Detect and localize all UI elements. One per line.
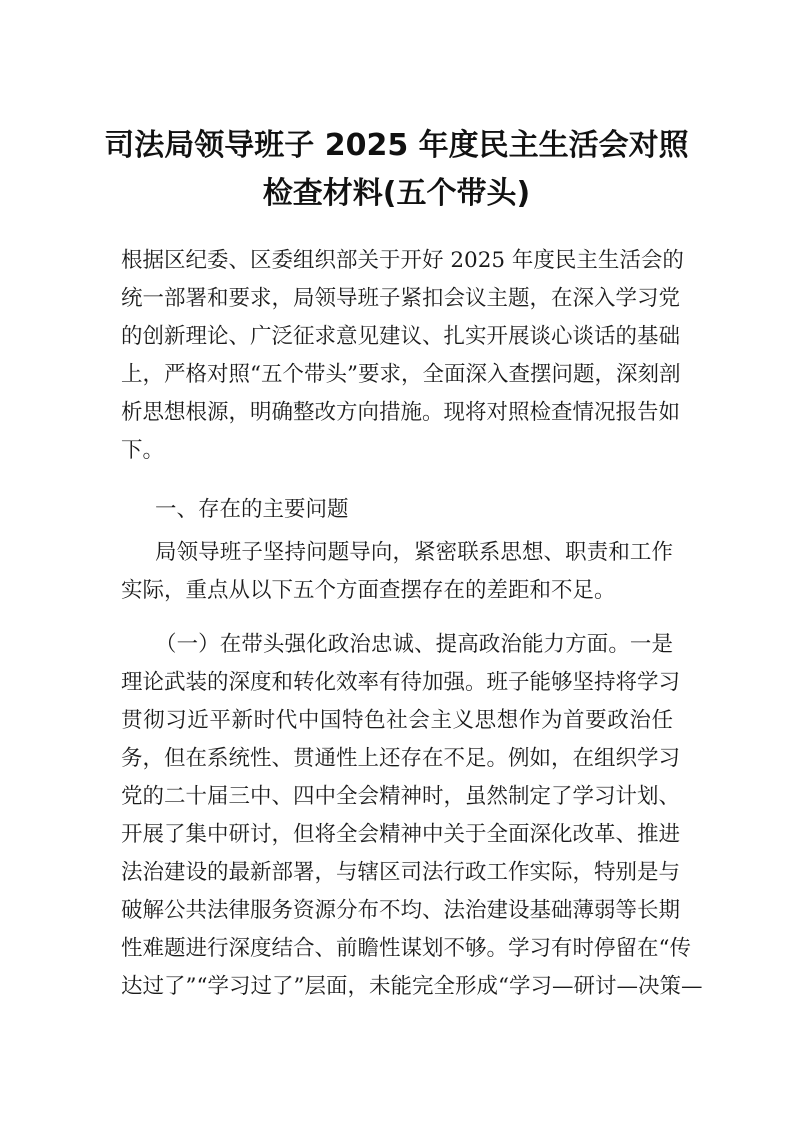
body-text-line: （一）在带头强化政治忠诚、提高政治能力方面。一是 [155, 632, 673, 657]
body-text-line: 下。 [121, 438, 165, 463]
body-text-line: 性难题进行深度结合、前瞻性谋划不够。学习有时停留在“传 [121, 936, 691, 961]
body-text-line: 统一部署和要求，局领导班子紧扣会议主题，在深入学习党 [121, 286, 681, 311]
body-text-line: 实际，重点从以下五个方面查摆存在的差距和不足。 [121, 578, 616, 603]
body-text-line: 达过了”“学习过了”层面，未能完全形成“学习—研讨—决策— [121, 974, 703, 999]
body-text-line: 党的二十届三中、四中全会精神时，虽然制定了学习计划、 [121, 784, 681, 809]
body-text-line: 贯彻习近平新时代中国特色社会主义思想作为首要政治任 [121, 708, 673, 733]
body-text-line: 析思想根源，明确整改方向措施。现将对照检查情况报告如 [121, 400, 681, 425]
body-text-line: 破解公共法律服务资源分布不均、法治建设基础薄弱等长期 [121, 898, 681, 923]
body-text-line: 法治建设的最新部署，与辖区司法行政工作实际，特别是与 [121, 860, 681, 885]
document-title-line-2: 检查材料(五个带头) [262, 176, 531, 211]
section-heading: 一、存在的主要问题 [155, 497, 349, 522]
body-text-line: 的创新理论、广泛征求意见建议、扎实开展谈心谈话的基础 [121, 324, 681, 349]
body-text-line: 务，但在系统性、贯通性上还存在不足。例如，在组织学习 [121, 746, 681, 771]
document-title-line-1: 司法局领导班子 2025 年度民主生活会对照 [104, 128, 689, 163]
body-text-line: 上，严格对照“五个带头”要求，全面深入查摆问题，深刻剖 [121, 362, 681, 387]
body-text-line: 开展了集中研讨，但将全会精神中关于全面深化改革、推进 [121, 822, 681, 847]
body-text-line: 根据区纪委、区委组织部关于开好 2025 年度民主生活会的 [121, 248, 684, 273]
body-text-line: 局领导班子坚持问题导向，紧密联系思想、职责和工作 [155, 540, 673, 565]
body-text-line: 理论武装的深度和转化效率有待加强。班子能够坚持将学习 [121, 670, 681, 695]
